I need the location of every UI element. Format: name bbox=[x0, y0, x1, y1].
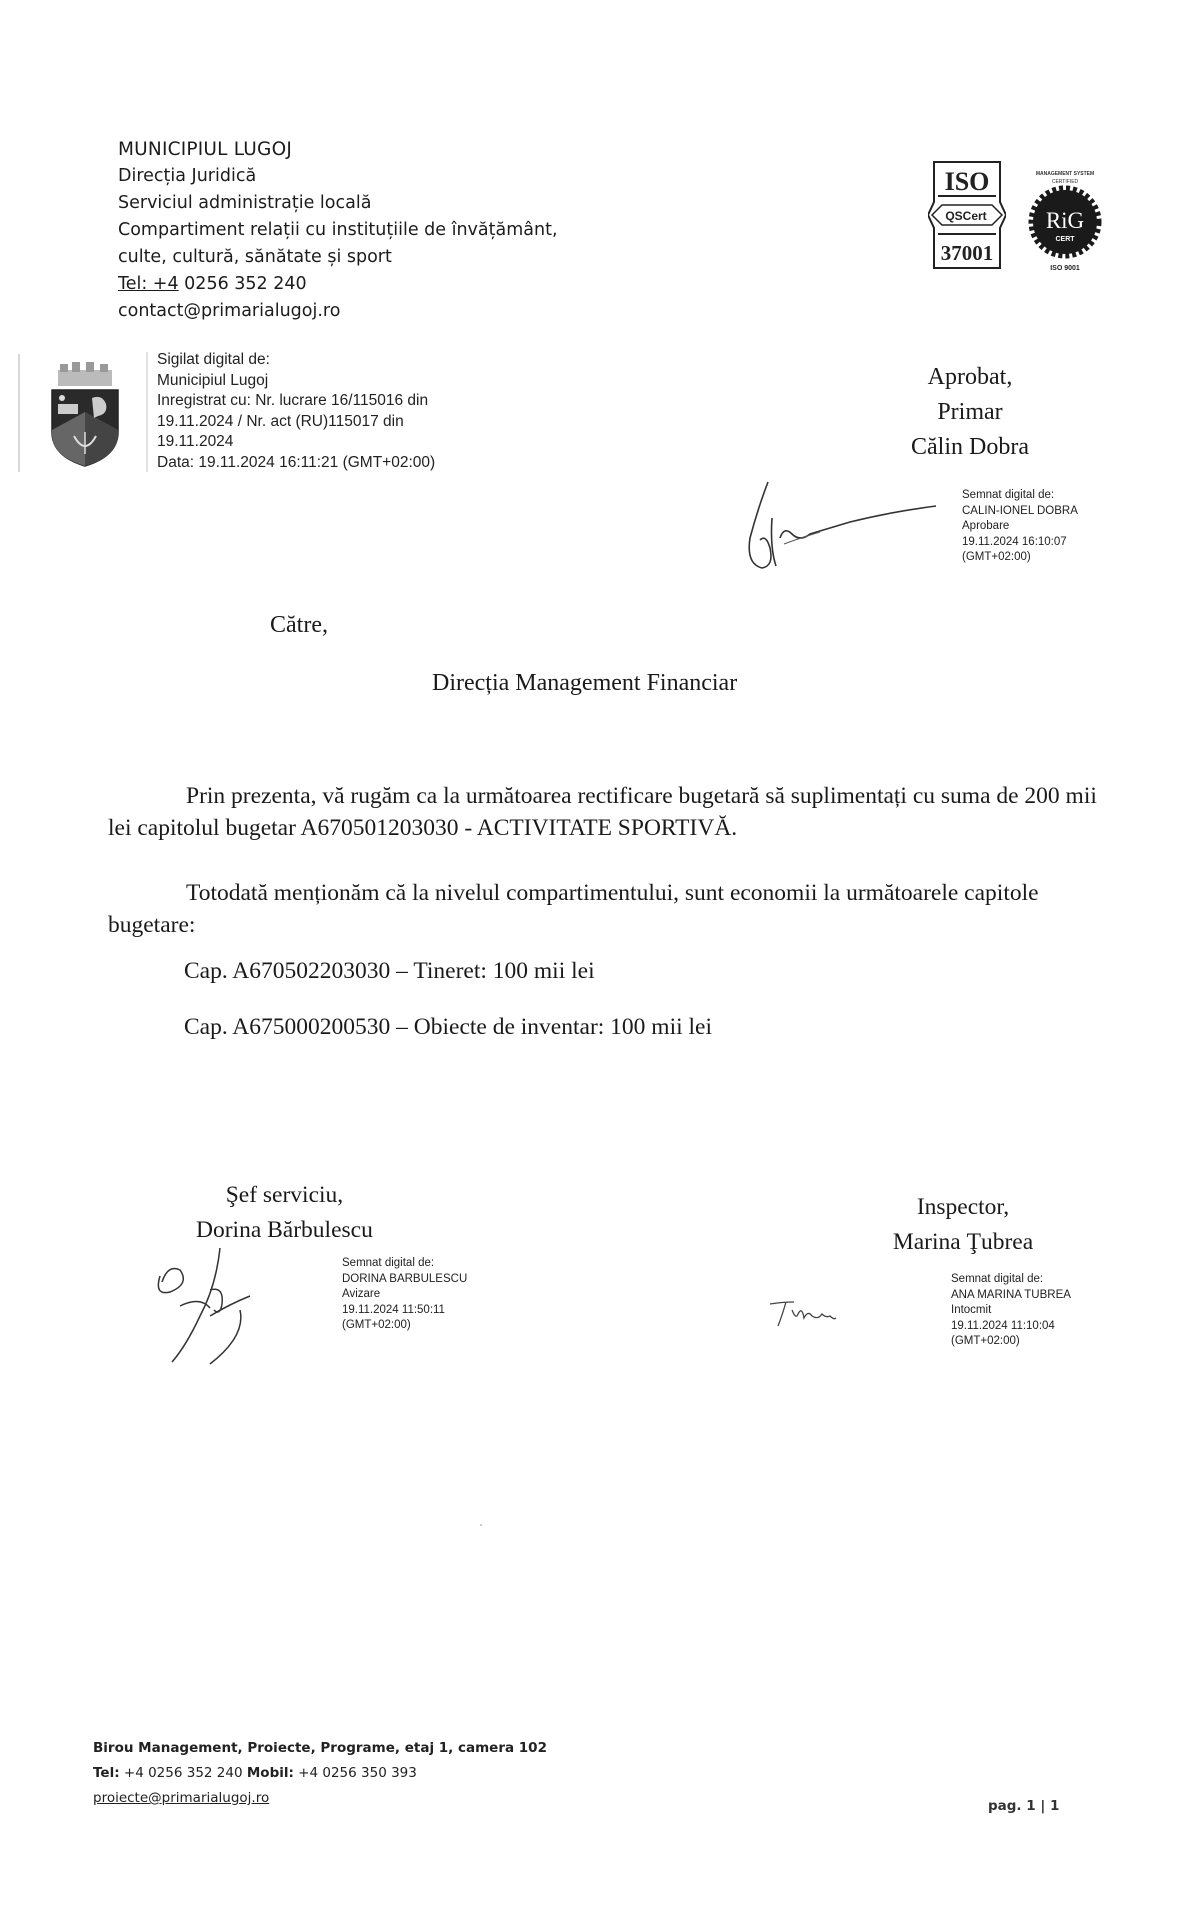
seal-line: Sigilat digital de: bbox=[157, 351, 270, 368]
sig-line: 19.11.2024 11:50:11 bbox=[342, 1303, 445, 1316]
rig-sub: CERT bbox=[1055, 236, 1075, 243]
inspector-role: Inspector, bbox=[916, 1194, 1010, 1220]
email-link[interactable]: contact@primarialugoj.ro bbox=[118, 301, 341, 321]
chief-name: Dorina Bărbulescu bbox=[196, 1217, 373, 1243]
chief-handwritten-signature bbox=[150, 1246, 280, 1366]
budget-chapter-item: Cap. A675000200530 – Obiecte de inventar: 100 mii lei bbox=[184, 1014, 713, 1040]
inspector-signatory-block bbox=[868, 1190, 1058, 1260]
department-line: Direcția Juridică bbox=[118, 166, 257, 186]
footer-email-link[interactable]: proiecte@primarialugoj.ro bbox=[93, 1790, 270, 1806]
letterhead bbox=[118, 136, 558, 325]
phone-number: 0256 352 240 bbox=[178, 274, 307, 294]
request-text: Prin prezenta, vă rugăm ca la următoarea rectificare bugetară să suplimentați cu suma de 200 mii lei capitolul bugetar A670501203030 - ACTIVITATE SPORTIVĂ. bbox=[108, 783, 1097, 841]
recipient-department: Direcția Management Financiar bbox=[432, 670, 738, 696]
seal-line: 19.11.2024 / Nr. act (RU)115017 din bbox=[157, 412, 404, 430]
footer-contact bbox=[93, 1761, 547, 1786]
seal-line: Inregistrat cu: Nr. lucrare 16/115016 din bbox=[157, 392, 429, 409]
inspector-handwritten-signature bbox=[768, 1296, 838, 1330]
approver-role: Primar bbox=[937, 399, 1003, 425]
sig-line: CALIN-IONEL DOBRA bbox=[962, 504, 1078, 517]
sig-line: 19.11.2024 11:10:04 bbox=[951, 1319, 1055, 1332]
iso-text: ISO bbox=[944, 167, 990, 196]
approval-label: Aprobat, bbox=[927, 364, 1013, 390]
footer-tel-label: Tel: bbox=[93, 1765, 120, 1781]
sig-line: ANA MARINA TUBREA bbox=[951, 1288, 1071, 1301]
page-number: pag. 1 | 1 bbox=[988, 1798, 1060, 1814]
sig-line: Semnat digital de: bbox=[951, 1273, 1044, 1285]
seal-divider-2 bbox=[146, 352, 148, 472]
mayor-digital-signature-info bbox=[962, 488, 1078, 566]
qscert-text: QSCert bbox=[945, 209, 987, 223]
iso-9001-text: ISO 9001 bbox=[1050, 265, 1080, 272]
footer-office: Birou Management, Proiecte, Programe, etaj 1, camera 102 bbox=[93, 1740, 547, 1756]
chief-signatory-block bbox=[196, 1178, 373, 1248]
sig-line: Avizare bbox=[342, 1288, 381, 1300]
rig-caption-1: MANAGEMENT SYSTEM bbox=[1035, 171, 1095, 177]
iso-37001-logo bbox=[928, 160, 1006, 270]
seal-line: Data: 19.11.2024 16:11:21 (GMT+02:00) bbox=[157, 453, 436, 471]
iso-number: 37001 bbox=[940, 241, 994, 265]
request-paragraph bbox=[108, 780, 1108, 844]
sig-line: Semnat digital de: bbox=[962, 489, 1055, 501]
chief-role: Şef serviciu, bbox=[225, 1182, 344, 1208]
rig-cert-logo bbox=[1020, 166, 1110, 274]
savings-paragraph bbox=[108, 877, 1108, 941]
sig-line: (GMT+02:00) bbox=[951, 1335, 1020, 1347]
institution-name: MUNICIPIUL LUGOJ bbox=[118, 139, 292, 160]
approver-name: Călin Dobra bbox=[911, 434, 1029, 460]
compartment-line-2: culte, cultură, sănătate și sport bbox=[118, 247, 392, 267]
rig-text: RiG bbox=[1045, 208, 1085, 233]
seal-line: Municipiul Lugoj bbox=[157, 371, 269, 389]
mayor-handwritten-signature bbox=[740, 478, 940, 578]
sig-line: DORINA BARBULESCU bbox=[342, 1272, 468, 1285]
phone-line bbox=[118, 271, 558, 298]
sig-line: Aprobare bbox=[962, 520, 1010, 532]
footer bbox=[93, 1736, 547, 1811]
coat-of-arms-icon bbox=[48, 356, 122, 468]
rig-caption-2: CERTIFIED bbox=[1051, 179, 1079, 185]
savings-text: Totodată menționăm că la nivelul compartimentului, sunt economii la următoarele capitole bugetare: bbox=[108, 880, 1039, 938]
service-line: Serviciul administrație locală bbox=[118, 193, 372, 213]
footer-tel: +4 0256 352 240 bbox=[119, 1765, 247, 1781]
sig-line: Intocmit bbox=[951, 1304, 992, 1316]
budget-chapter-item: Cap. A670502203030 – Tineret: 100 mii lei bbox=[184, 958, 595, 984]
sig-line: Semnat digital de: bbox=[342, 1257, 435, 1269]
footer-mobile-label: Mobil: bbox=[246, 1765, 294, 1781]
approval-block bbox=[880, 360, 1060, 465]
phone-label[interactable]: Tel: +4 bbox=[118, 274, 179, 294]
seal-line: 19.11.2024 bbox=[157, 433, 234, 450]
digital-seal-info bbox=[157, 350, 435, 473]
footer-mobile: +4 0256 350 393 bbox=[293, 1765, 417, 1781]
sig-line: (GMT+02:00) bbox=[342, 1319, 411, 1331]
compartment-line: Compartiment relații cu instituțiile de învățământ, bbox=[118, 220, 558, 240]
sig-line: 19.11.2024 16:10:07 bbox=[962, 535, 1067, 548]
seal-divider bbox=[18, 354, 20, 472]
scan-speck bbox=[480, 1524, 482, 1526]
chief-digital-signature-info bbox=[342, 1256, 467, 1334]
inspector-name: Marina Ţubrea bbox=[892, 1229, 1034, 1255]
recipient-label: Către, bbox=[270, 612, 328, 638]
sig-line: (GMT+02:00) bbox=[962, 551, 1031, 563]
inspector-digital-signature-info bbox=[951, 1272, 1071, 1350]
